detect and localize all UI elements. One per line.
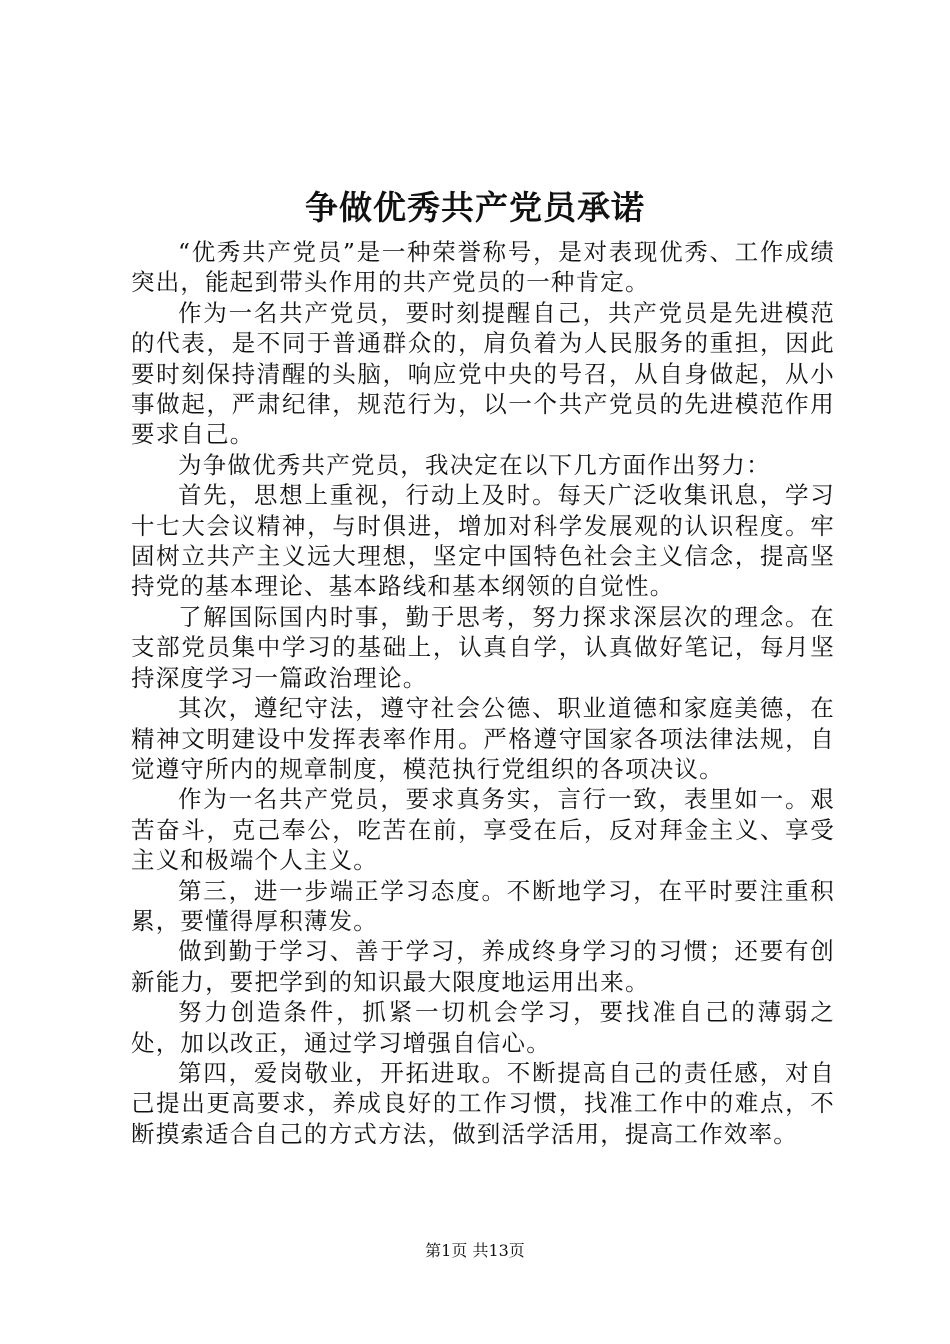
page-number: 第1页 共13页 <box>425 1241 525 1260</box>
paragraph: 第四，爱岗敬业，开拓进取。不断提高自己的责任感，对自己提出更高要求，养成良好的工作习惯，找准工作中的难点，不断摸索适合自己的方式方法，做到活学活用，提高工作效率。 <box>131 1058 835 1148</box>
paragraph: 作为一名共产党员，要时刻提醒自己，共产党员是先进模范的代表，是不同于普通群众的，肩负着为人民服务的重担，因此要时刻保持清醒的头脑，响应党中央的号召，从自身做起，从小事做起，严肃纪律，规范行为，以一个共产党员的先进模范作用要求自己。 <box>131 298 835 449</box>
paragraph: 做到勤于学习、善于学习，养成终身学习的习惯；还要有创新能力，要把学到的知识最大限度地运用出来。 <box>131 937 835 996</box>
paragraph: 第三，进一步端正学习态度。不断地学习，在平时要注重积累，要懂得厚积薄发。 <box>131 876 835 935</box>
paragraph: 了解国际国内时事，勤于思考，努力探求深层次的理念。在支部党员集中学习的基础上，认真自学，认真做好笔记，每月坚持深度学习一篇政治理论。 <box>131 602 835 692</box>
paragraph: “优秀共产党员”是一种荣誉称号，是对表现优秀、工作成绩突出，能起到带头作用的共产党员的一种肯定。 <box>131 238 835 297</box>
paragraph: 努力创造条件，抓紧一切机会学习，要找准自己的薄弱之处，加以改正，通过学习增强自信心。 <box>131 998 835 1057</box>
page-footer <box>0 1240 950 1262</box>
document-body <box>131 237 835 1149</box>
document-title: 争做优秀共产党员承诺 <box>305 188 645 227</box>
paragraph: 作为一名共产党员，要求真务实，言行一致，表里如一。艰苦奋斗，克己奉公，吃苦在前，享受在后，反对拜金主义、享受主义和极端个人主义。 <box>131 785 835 875</box>
paragraph: 为争做优秀共产党员，我决定在以下几方面作出努力： <box>178 450 771 479</box>
paragraph: 其次，遵纪守法，遵守社会公德、职业道德和家庭美德，在精神文明建设中发挥表率作用。严格遵守国家各项法律法规，自觉遵守所内的规章制度，模范执行党组织的各项决议。 <box>131 694 835 783</box>
paragraph: 首先，思想上重视，行动上及时。每天广泛收集讯息，学习十七大会议精神，与时俱进，增加对科学发展观的认识程度。牢固树立共产主义远大理想，坚定中国特色社会主义信念，提高坚持党的基本理论、基本路线和基本纲领的自觉性。 <box>131 481 835 601</box>
